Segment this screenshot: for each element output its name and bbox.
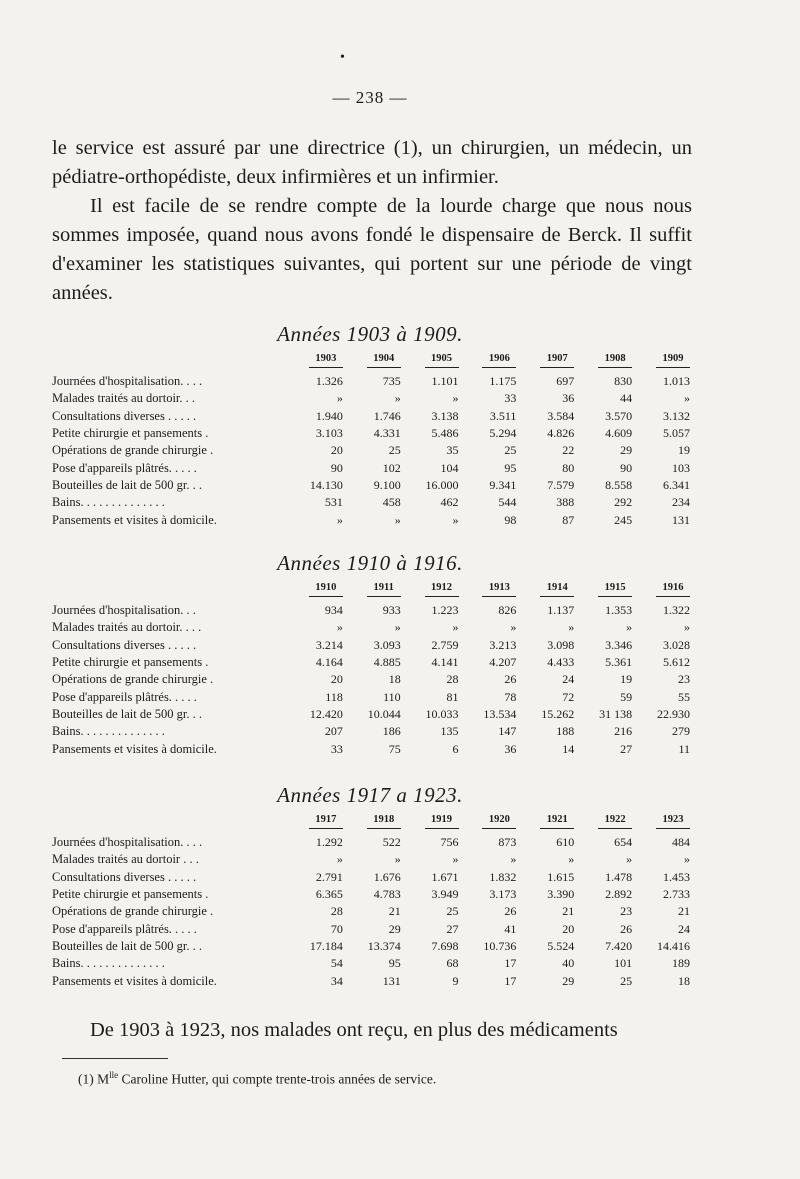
- table-cell: 35: [446, 443, 459, 458]
- table-row: [52, 834, 692, 851]
- row-label: Bouteilles de lait de 500 gr. . .: [52, 938, 202, 953]
- table-cell: 29: [562, 973, 575, 988]
- table-cell: »: [452, 512, 459, 527]
- table-cell: 5.612: [663, 655, 690, 670]
- table-cell: 2.791: [315, 869, 343, 884]
- table-cell: 388: [556, 495, 575, 510]
- table-cell: 1.832: [489, 869, 517, 884]
- table-cell: 3.949: [431, 887, 459, 902]
- table-cell: 9.341: [489, 477, 517, 492]
- year-header: 1919: [403, 813, 461, 829]
- table-cell: 26: [504, 904, 517, 919]
- table-cell: 87: [562, 512, 575, 527]
- table-cell: 3.028: [663, 637, 690, 652]
- table-cell: 31 138: [599, 706, 633, 721]
- table-cell: 19: [678, 443, 690, 458]
- table-cell: 101: [614, 956, 633, 971]
- year-header: 1915: [576, 581, 634, 597]
- table-cell: 7.698: [431, 938, 459, 953]
- table-cell: 1.013: [663, 374, 690, 389]
- year-header: 1923: [634, 813, 692, 829]
- table-cell: 3.584: [547, 408, 575, 423]
- row-label: Pose d'appareils plâtrés. . . . .: [52, 460, 197, 475]
- table-row: [52, 425, 692, 442]
- table-row: [52, 442, 692, 459]
- table-cell: 29: [388, 921, 401, 936]
- table-title-1903-1909: Années 1903 à 1909.: [277, 322, 463, 346]
- table-row: [52, 740, 692, 757]
- page-number: — 238 —: [332, 88, 408, 107]
- footnote-marker: (1) M: [78, 1071, 110, 1087]
- year-header: 1909: [634, 352, 692, 368]
- table-cell: 1.353: [605, 603, 633, 618]
- table-cell: 25: [446, 904, 459, 919]
- year-header: 1913: [461, 581, 519, 597]
- table-cell: 531: [324, 495, 343, 510]
- table-row: [52, 886, 692, 903]
- table-cell: 245: [614, 512, 633, 527]
- table-cell: 16.000: [425, 477, 459, 492]
- table-cell: 70: [330, 921, 343, 936]
- row-label: Bains. . . . . . . . . . . . . .: [52, 724, 165, 739]
- table-cell: 654: [614, 835, 633, 850]
- table-cell: 8.558: [605, 477, 633, 492]
- table-cell: 1.453: [663, 869, 690, 884]
- table-cell: 522: [382, 835, 401, 850]
- row-label: Bains. . . . . . . . . . . . . .: [52, 495, 165, 510]
- table-cell: 10.033: [425, 706, 459, 721]
- table-cell: 4.885: [373, 655, 401, 670]
- table-cell: »: [336, 620, 343, 635]
- table-row: [52, 920, 692, 937]
- table-cell: 5.057: [663, 426, 690, 441]
- table-cell: 3.511: [489, 408, 517, 423]
- row-label: Pansements et visites à domicile.: [52, 741, 217, 756]
- table-cell: 25: [388, 443, 401, 458]
- table-cell: 5.486: [431, 426, 459, 441]
- row-label: Journées d'hospitalisation. . .: [52, 603, 196, 618]
- table-cell: 18: [388, 672, 401, 687]
- table-cell: 756: [440, 835, 459, 850]
- table-cell: »: [452, 620, 459, 635]
- table-cell: 3.138: [431, 408, 459, 423]
- table-cell: 33: [504, 391, 517, 406]
- table-cell: 36: [562, 391, 575, 406]
- year-header-row: [52, 581, 692, 597]
- table-cell: 21: [562, 904, 575, 919]
- table-cell: 6.365: [315, 887, 343, 902]
- table-cell: 78: [504, 689, 517, 704]
- table-cell: 4.331: [373, 426, 401, 441]
- table-cell: 1.326: [315, 374, 343, 389]
- table-cell: 55: [678, 689, 690, 704]
- table-cell: »: [394, 620, 401, 635]
- year-header: 1904: [345, 352, 403, 368]
- table-cell: 1.671: [431, 869, 459, 884]
- row-label: Pose d'appareils plâtrés. . . . .: [52, 921, 197, 936]
- table-cell: 29: [620, 443, 633, 458]
- row-label: Journées d'hospitalisation. . . .: [52, 374, 203, 389]
- table-cell: 1.322: [663, 603, 690, 618]
- table-cell: 22: [562, 443, 575, 458]
- table-cell: 131: [672, 512, 690, 527]
- table-cell: 24: [562, 672, 575, 687]
- table-cell: 1.676: [373, 869, 401, 884]
- table-cell: 41: [504, 921, 517, 936]
- table-cell: »: [510, 852, 517, 867]
- paragraph-staff: le service est assuré par une directrice (1), un chirurgien, un médecin, un pédiatre-orthopédiste, deux infirmières et un infirmier.: [52, 137, 692, 188]
- table-cell: 23: [678, 672, 690, 687]
- table-row: [52, 955, 692, 972]
- table-cell: 933: [382, 603, 401, 618]
- table-cell: 12.420: [309, 706, 343, 721]
- row-label: Bouteilles de lait de 500 gr. . .: [52, 706, 202, 721]
- table-cell: »: [626, 620, 633, 635]
- table-cell: 826: [498, 603, 517, 618]
- ink-speck: •: [340, 50, 345, 65]
- table-row: [52, 511, 692, 528]
- table-cell: 5.294: [489, 426, 517, 441]
- table-row: [52, 408, 692, 425]
- table-cell: 17: [504, 956, 517, 971]
- table-cell: 36: [504, 741, 517, 756]
- table-cell: 59: [620, 689, 633, 704]
- table-cell: 6: [452, 741, 459, 756]
- table-cell: 28: [330, 904, 343, 919]
- table-cell: »: [684, 620, 690, 635]
- row-label: Petite chirurgie et pansements .: [52, 426, 209, 441]
- table-cell: 3.093: [373, 637, 401, 652]
- table-cell: 26: [504, 672, 517, 687]
- row-label: Journées d'hospitalisation. . . .: [52, 835, 203, 850]
- table-cell: 1.223: [431, 603, 459, 618]
- table-cell: 19: [620, 672, 633, 687]
- year-header: 1918: [345, 813, 403, 829]
- table-cell: »: [394, 512, 401, 527]
- table-cell: 18: [678, 973, 690, 988]
- table-cell: »: [568, 620, 575, 635]
- table-cell: »: [336, 391, 343, 406]
- year-header: 1922: [576, 813, 634, 829]
- table-cell: »: [394, 391, 401, 406]
- table-row: [52, 459, 692, 476]
- table-cell: 3.390: [547, 887, 575, 902]
- table-cell: 21: [678, 904, 690, 919]
- table-row: [52, 602, 692, 619]
- table-cell: 34: [330, 973, 343, 988]
- table-cell: 104: [440, 460, 459, 475]
- table-cell: 14: [562, 741, 575, 756]
- table-cell: 610: [556, 835, 575, 850]
- table-cell: »: [626, 852, 633, 867]
- table-cell: 103: [672, 460, 690, 475]
- table-cell: 17.184: [309, 938, 343, 953]
- table-cell: »: [684, 852, 690, 867]
- table-cell: 4.783: [373, 887, 401, 902]
- table-cell: 25: [620, 973, 633, 988]
- table-cell: 14.130: [309, 477, 343, 492]
- table-cell: 13.374: [367, 938, 401, 953]
- table-row: [52, 477, 692, 494]
- table-row: [52, 938, 692, 955]
- table-cell: 54: [330, 956, 343, 971]
- table-cell: 3.173: [489, 887, 517, 902]
- row-label: Consultations diverses . . . . .: [52, 637, 197, 652]
- table-cell: 9: [452, 973, 459, 988]
- table-cell: 830: [614, 374, 633, 389]
- table-row: [52, 390, 692, 407]
- table-cell: 484: [672, 835, 690, 850]
- year-header: 1908: [576, 352, 634, 368]
- table-cell: »: [452, 391, 459, 406]
- table-cell: 20: [330, 672, 343, 687]
- table-cell: 28: [446, 672, 459, 687]
- table-row: [52, 373, 692, 390]
- row-label: Petite chirurgie et pansements .: [52, 887, 209, 902]
- table-row: [52, 637, 692, 654]
- table-cell: 1.478: [605, 869, 633, 884]
- row-label: Pansements et visites à domicile.: [52, 512, 217, 527]
- table-cell: 3.103: [315, 426, 343, 441]
- table-cell: 4.207: [489, 655, 517, 670]
- table-cell: 10.736: [483, 938, 517, 953]
- year-header: 1906: [461, 352, 519, 368]
- table-cell: 15.262: [541, 706, 575, 721]
- table-cell: 458: [382, 495, 401, 510]
- table-cell: 1.175: [489, 374, 517, 389]
- row-label: Opérations de grande chirurgie .: [52, 904, 214, 919]
- row-label: Malades traités au dortoir. . .: [52, 391, 196, 406]
- row-label: Pansements et visites à domicile.: [52, 973, 217, 988]
- table-cell: 189: [672, 956, 690, 971]
- year-header-row: [52, 813, 692, 829]
- row-label: Malades traités au dortoir. . . .: [52, 620, 202, 635]
- table-row: [52, 723, 692, 740]
- row-label: Bouteilles de lait de 500 gr. . .: [52, 477, 202, 492]
- table-cell: 3.570: [605, 408, 633, 423]
- table-cell: 95: [504, 460, 517, 475]
- table-cell: 27: [446, 921, 459, 936]
- row-label: Opérations de grande chirurgie .: [52, 443, 214, 458]
- table-row: [52, 688, 692, 705]
- year-header: 1912: [403, 581, 461, 597]
- table-row: [52, 972, 692, 989]
- year-header: 1920: [461, 813, 519, 829]
- footnote: [78, 1070, 436, 1088]
- year-header: 1917: [287, 813, 345, 829]
- table-cell: 697: [556, 374, 575, 389]
- table-cell: »: [336, 512, 343, 527]
- table-cell: 462: [440, 495, 459, 510]
- table-row: [52, 706, 692, 723]
- table-cell: 234: [672, 495, 690, 510]
- table-cell: 23: [620, 904, 633, 919]
- table-cell: 3.132: [663, 408, 690, 423]
- year-header: 1916: [634, 581, 692, 597]
- table-cell: 1.292: [315, 835, 343, 850]
- table-cell: 68: [446, 956, 459, 971]
- table-cell: 98: [504, 512, 517, 527]
- table-cell: 21: [388, 904, 401, 919]
- table-cell: 207: [324, 724, 343, 739]
- table-cell: 147: [498, 724, 517, 739]
- table-cell: »: [336, 852, 343, 867]
- table-cell: 24: [678, 921, 690, 936]
- table-cell: 216: [614, 724, 633, 739]
- table-cell: 40: [562, 956, 575, 971]
- table-cell: 90: [330, 460, 343, 475]
- table-cell: 188: [556, 724, 575, 739]
- table-cell: 80: [562, 460, 575, 475]
- table-cell: 4.609: [605, 426, 633, 441]
- footnote-rule: [62, 1058, 168, 1059]
- table-cell: 81: [446, 689, 459, 704]
- table-cell: 131: [382, 973, 401, 988]
- paragraph-continuation: De 1903 à 1923, nos malades ont reçu, en plus des médicaments: [90, 1019, 618, 1041]
- stats-table-1917-1923: [52, 813, 692, 990]
- table-cell: 292: [614, 495, 633, 510]
- table-cell: 1.746: [373, 408, 401, 423]
- row-label: Opérations de grande chirurgie .: [52, 672, 214, 687]
- table-cell: 1.137: [547, 603, 575, 618]
- table-cell: 6.341: [663, 477, 690, 492]
- table-cell: 26: [620, 921, 633, 936]
- table-cell: 13.534: [483, 706, 517, 721]
- table-cell: »: [452, 852, 459, 867]
- table-cell: 90: [620, 460, 633, 475]
- table-cell: 27: [620, 741, 633, 756]
- year-header: 1910: [287, 581, 345, 597]
- table-cell: 7.579: [547, 477, 575, 492]
- table-row: [52, 494, 692, 511]
- table-cell: 934: [324, 603, 343, 618]
- table-cell: 95: [388, 956, 401, 971]
- table-cell: 33: [330, 741, 343, 756]
- row-label: Malades traités au dortoir . . .: [52, 852, 199, 867]
- year-header: 1914: [518, 581, 576, 597]
- table-cell: 2.759: [431, 637, 459, 652]
- table-cell: 14.416: [657, 938, 690, 953]
- table-cell: 72: [562, 689, 575, 704]
- table-cell: 873: [498, 835, 517, 850]
- table-cell: 3.213: [489, 637, 517, 652]
- table-cell: 1.101: [431, 374, 459, 389]
- stats-table-1910-1916: [52, 581, 692, 758]
- table-cell: 25: [504, 443, 517, 458]
- table-cell: 186: [382, 724, 401, 739]
- year-header: 1911: [345, 581, 403, 597]
- paragraph-intro-statistics: Il est facile de se rendre compte de la lourde charge que nous nous sommes imposée, quand nous avons fondé le dispensaire de Berck. Il suffit d'examiner les statistiques suivantes, qui portent sur une période de vingt années.: [52, 195, 692, 304]
- table-cell: 544: [498, 495, 517, 510]
- table-cell: 22.930: [657, 706, 690, 721]
- table-cell: 17: [504, 973, 517, 988]
- table-cell: 3.214: [315, 637, 343, 652]
- table-cell: 44: [620, 391, 633, 406]
- table-cell: 4.826: [547, 426, 575, 441]
- table-cell: 9.100: [373, 477, 401, 492]
- table-cell: 4.164: [315, 655, 343, 670]
- table-cell: 110: [383, 689, 401, 704]
- table-title-1910-1916: Années 1910 à 1916.: [277, 551, 463, 575]
- table-cell: 102: [382, 460, 401, 475]
- footnote-text: Caroline Hutter, qui compte trente-trois années de service.: [118, 1071, 437, 1087]
- table-cell: 75: [388, 741, 401, 756]
- table-cell: »: [394, 852, 401, 867]
- year-header-row: [52, 352, 692, 368]
- footnote-superscript: lle: [109, 1070, 119, 1080]
- row-label: Consultations diverses . . . . .: [52, 869, 197, 884]
- table-row: [52, 851, 692, 868]
- table-row: [52, 654, 692, 671]
- table-cell: »: [568, 852, 575, 867]
- table-cell: 735: [382, 374, 401, 389]
- table-cell: 11: [678, 741, 690, 756]
- table-row: [52, 619, 692, 636]
- table-cell: 10.044: [367, 706, 401, 721]
- table-cell: 135: [440, 724, 459, 739]
- table-cell: 3.346: [605, 637, 633, 652]
- table-cell: 5.524: [547, 938, 575, 953]
- table-cell: »: [510, 620, 517, 635]
- year-header: 1921: [518, 813, 576, 829]
- table-cell: »: [684, 391, 690, 406]
- year-header: 1903: [287, 352, 345, 368]
- stats-table-1903-1909: [52, 352, 692, 529]
- row-label: Petite chirurgie et pansements .: [52, 655, 209, 670]
- table-row: [52, 869, 692, 886]
- table-cell: 20: [330, 443, 343, 458]
- table-cell: 7.420: [605, 938, 633, 953]
- table-cell: 4.141: [431, 655, 459, 670]
- table-title-1917-1923: Années 1917 a 1923.: [277, 783, 463, 807]
- table-cell: 3.098: [547, 637, 575, 652]
- table-cell: 279: [672, 724, 690, 739]
- table-cell: 20: [562, 921, 575, 936]
- table-cell: 118: [325, 689, 343, 704]
- year-header: 1907: [518, 352, 576, 368]
- table-cell: 1.940: [315, 408, 343, 423]
- row-label: Bains. . . . . . . . . . . . . .: [52, 956, 165, 971]
- table-row: [52, 903, 692, 920]
- table-cell: 4.433: [547, 655, 575, 670]
- row-label: Pose d'appareils plâtrés. . . . .: [52, 689, 197, 704]
- table-cell: 2.733: [663, 887, 690, 902]
- table-cell: 2.892: [605, 887, 633, 902]
- year-header: 1905: [403, 352, 461, 368]
- table-cell: 1.615: [547, 869, 575, 884]
- table-row: [52, 671, 692, 688]
- table-cell: 5.361: [605, 655, 633, 670]
- row-label: Consultations diverses . . . . .: [52, 408, 197, 423]
